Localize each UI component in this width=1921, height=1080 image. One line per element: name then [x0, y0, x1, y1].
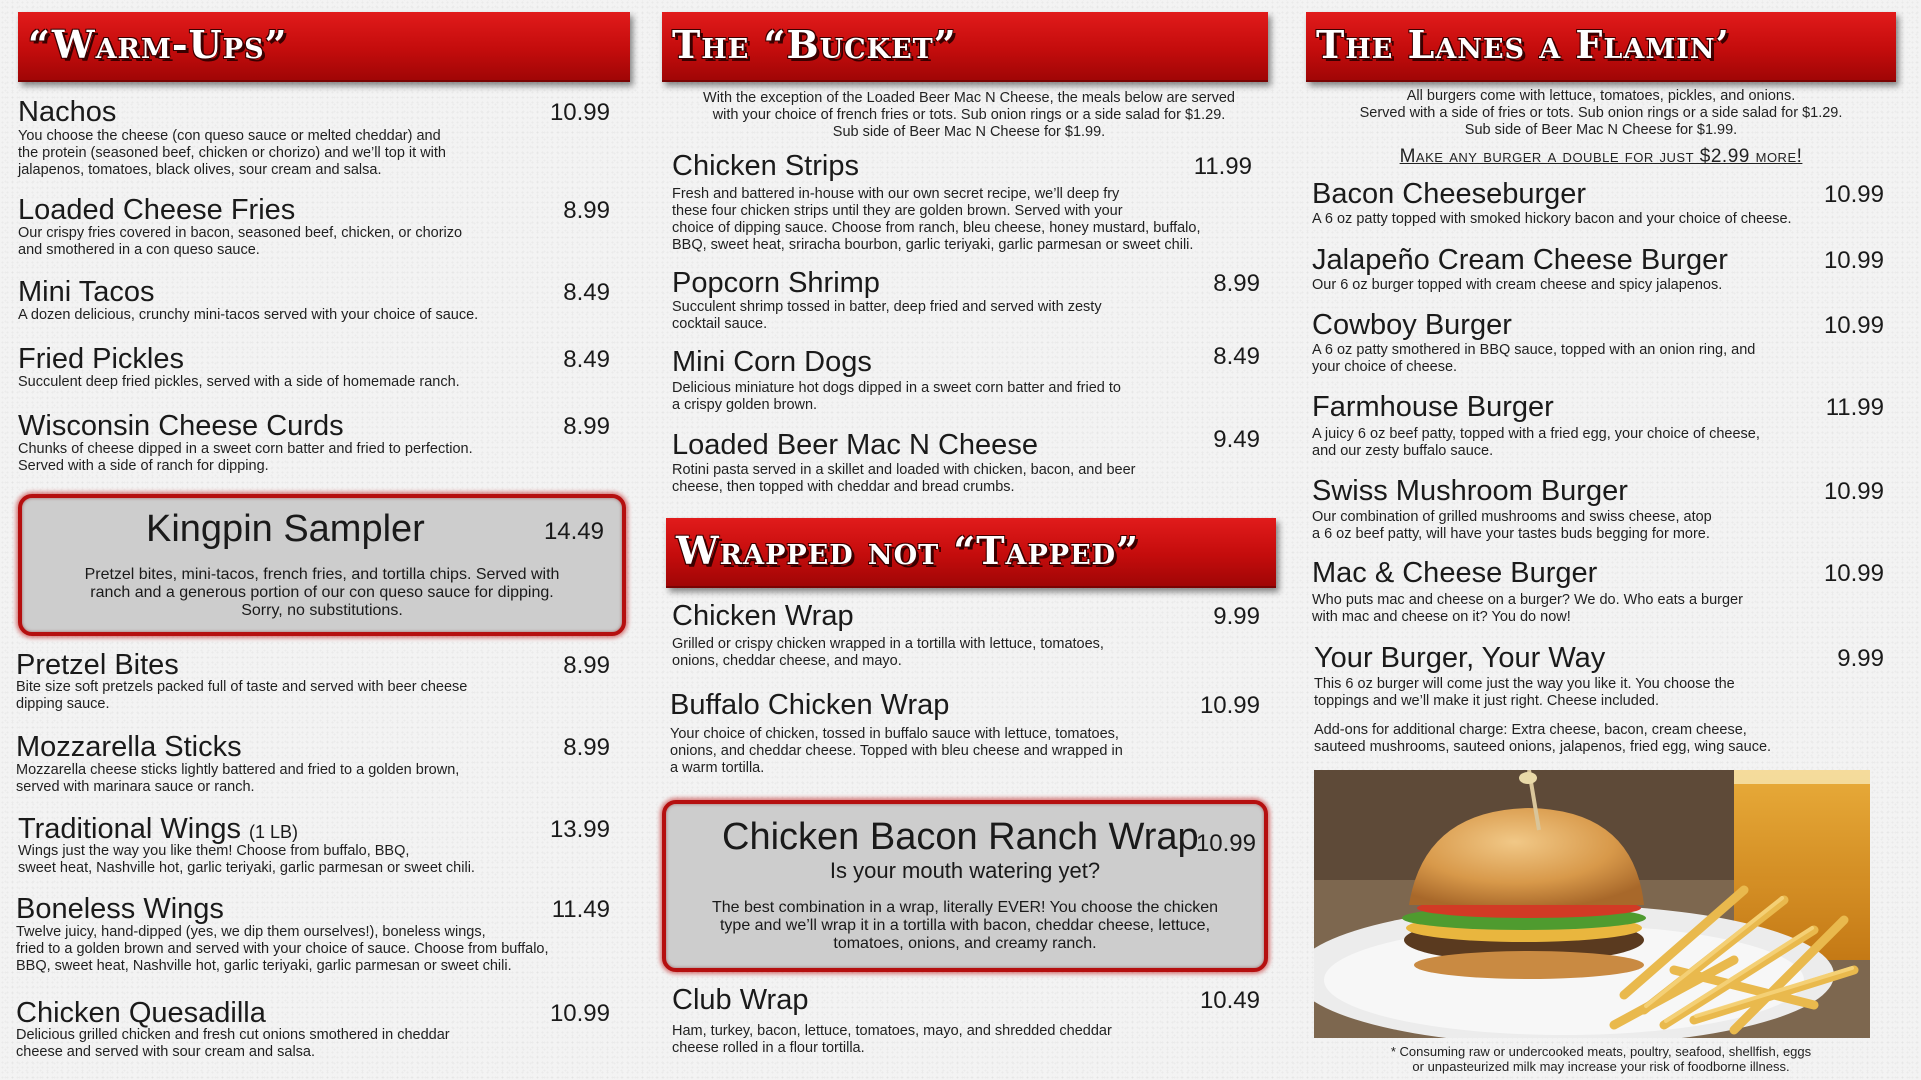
- item-desc: Bite size soft pretzels packed full of taste and served with beer cheese dipping sauce.: [16, 679, 468, 712]
- item-desc: Delicious miniature hot dogs dipped in a sweet corn batter and fried to a crispy golden brown.: [672, 380, 1121, 413]
- item-price: 11.99: [1193, 153, 1252, 180]
- featured-desc: Pretzel bites, mini-tacos, french fries, and tortilla chips. Served with ranch and a generous portion of our con queso sauce for dipping. Sorry, no substitutions.: [84, 566, 560, 619]
- addons-text: Add-ons for additional charge: Extra cheese, bacon, cream cheese, sauteed mushrooms, sauteed onions, jalapenos, fried egg, wing sauce.: [1314, 722, 1772, 755]
- item-name: Nachos: [18, 96, 117, 128]
- item-desc: A 6 oz patty topped with smoked hickory bacon and your choice of cheese.: [1312, 211, 1792, 227]
- lanes-banner: [1306, 12, 1896, 82]
- item-desc: Our 6 oz burger topped with cream cheese and spicy jalapenos.: [1312, 277, 1723, 293]
- item-price: 10.99: [1823, 247, 1884, 274]
- item-name: Loaded Beer Mac N Cheese: [672, 429, 1038, 461]
- item-name: Chicken Strips: [672, 150, 859, 182]
- warmups-banner: [18, 12, 630, 82]
- item-name: Bacon Cheeseburger: [1312, 178, 1587, 210]
- bucket-banner: [662, 12, 1268, 82]
- item-name: Jalapeño Cream Cheese Burger: [1312, 244, 1728, 276]
- item-desc: Succulent deep fried pickles, served with a side of homemade ranch.: [18, 374, 460, 390]
- bucket-intro: With the exception of the Loaded Beer Mac N Cheese, the meals below are served with your choice of french fries or tots. Sub onion rings or a side salad for $1.29. Sub side of Beer Mac N Cheese for $1.99.: [703, 90, 1235, 140]
- featured-name: Kingpin Sampler: [146, 508, 425, 550]
- item-desc: This 6 oz burger will come just the way you like it. You choose the toppings and we’ll make it just right. Cheese included.: [1314, 676, 1735, 709]
- item-desc: Our combination of grilled mushrooms and swiss cheese, atop a 6 oz beef patty, will have your tastes buds begging for more.: [1312, 509, 1712, 542]
- item-desc: A dozen delicious, crunchy mini-tacos served with your choice of sauce.: [18, 307, 479, 323]
- item-price: 8.99: [563, 652, 610, 679]
- burger-photo: [1314, 770, 1870, 1038]
- item-price: 13.99: [549, 816, 610, 843]
- item-name: Mac & Cheese Burger: [1312, 557, 1598, 589]
- item-name: Chicken Quesadilla: [16, 997, 266, 1029]
- burgers-intro: All burgers come with lettuce, tomatoes, pickles, and onions. Served with a side of fries or tots. Sub onion rings or a side salad for $1.29. Sub side of Beer Mac N Cheese for $1.99.: [1359, 88, 1843, 138]
- item-price: 10.99: [1823, 312, 1884, 339]
- featured-kingpin-sampler: [18, 494, 626, 636]
- item-price: 9.99: [1837, 645, 1884, 672]
- item-note: (1 LB): [249, 822, 299, 842]
- bucket-column: [662, 0, 1276, 1080]
- item-name: Mozzarella Sticks: [16, 731, 242, 763]
- item-desc: Wings just the way you like them! Choose from buffalo, BBQ, sweet heat, Nashville hot, garlic teriyaki, garlic parmesan or sweet chili.: [18, 843, 475, 876]
- item-desc: Your choice of chicken, tossed in buffalo sauce with lettuce, tomatoes, onions, and cheddar cheese. Topped with bleu cheese and wrapped in a warm tortilla.: [670, 726, 1123, 776]
- item-price: 10.99: [1199, 692, 1260, 719]
- section-title: “Warm-Ups”: [28, 22, 288, 67]
- item-desc: Ham, turkey, bacon, lettuce, tomatoes, mayo, and shredded cheddar cheese rolled in a flour tortilla.: [672, 1023, 1112, 1056]
- item-name: Cowboy Burger: [1312, 309, 1512, 341]
- item-name: Popcorn Shrimp: [672, 267, 880, 299]
- item-name: Farmhouse Burger: [1312, 391, 1554, 423]
- foodborne-disclaimer: * Consuming raw or undercooked meats, poultry, seafood, shellfish, eggs or unpasteurized milk may increase your risk of foodborne illness.: [1390, 1044, 1812, 1074]
- item-price: 8.49: [563, 346, 610, 373]
- item-desc: Who puts mac and cheese on a burger? We do. Who eats a burger with mac and cheese on it? You do now!: [1312, 592, 1743, 625]
- item-name: Your Burger, Your Way: [1314, 642, 1606, 674]
- item-price: 8.49: [563, 279, 610, 306]
- item-desc: Grilled or crispy chicken wrapped in a tortilla with lettuce, tomatoes, onions, cheddar cheese, and mayo.: [672, 636, 1104, 669]
- featured-price: 14.49: [543, 518, 604, 545]
- item-desc: Succulent shrimp tossed in batter, deep fried and served with zesty cocktail sauce.: [672, 299, 1102, 332]
- item-price: 8.99: [563, 197, 610, 224]
- item-price: 8.99: [563, 413, 610, 440]
- item-price: 10.99: [1823, 181, 1884, 208]
- featured-name: Chicken Bacon Ranch Wrap: [722, 816, 1199, 858]
- item-name: Mini Corn Dogs: [672, 346, 872, 378]
- item-desc: A juicy 6 oz beef patty, topped with a fried egg, your choice of cheese, and our zesty buffalo sauce.: [1312, 426, 1760, 459]
- item-desc: Mozzarella cheese sticks lightly battered and fried to a golden brown, served with marinara sauce or ranch.: [16, 762, 460, 795]
- wrapped-banner: [666, 518, 1276, 588]
- item-name: Chicken Wrap: [672, 600, 854, 632]
- featured-chicken-bacon-ranch-wrap: [662, 800, 1268, 972]
- featured-desc: The best combination in a wrap, literally EVER! You choose the chicken type and we’ll wrap it in a tortilla with bacon, cheddar cheese, lettuce, tomatoes, onions, and creamy ranch.: [711, 899, 1219, 952]
- item-price: 10.49: [1199, 987, 1260, 1014]
- item-name: Loaded Cheese Fries: [18, 194, 296, 226]
- item-price: 11.49: [551, 896, 610, 923]
- item-desc: Chunks of cheese dipped in a sweet corn batter and fried to perfection. Served with a side of ranch for dipping.: [18, 441, 473, 474]
- item-price: 10.99: [1823, 478, 1884, 505]
- item-name-text: Traditional Wings: [18, 813, 241, 845]
- item-name: Fried Pickles: [18, 343, 184, 375]
- warmups-column: [18, 0, 630, 1080]
- item-desc: Rotini pasta served in a skillet and loaded with chicken, bacon, and beer cheese, then topped with cheddar and bread crumbs.: [672, 462, 1136, 495]
- item-desc: You choose the cheese (con queso sauce or melted cheddar) and the protein (seasoned beef, chicken or chorizo) and we’ll top it with jalapenos, tomatoes, black olives, sour cream and salsa.: [18, 128, 446, 178]
- item-name: Buffalo Chicken Wrap: [670, 689, 950, 721]
- section-title: Wrapped not “Tapped”: [676, 528, 1139, 573]
- item-price: 8.49: [1213, 343, 1260, 370]
- item-name: Swiss Mushroom Burger: [1312, 475, 1628, 507]
- item-price: 9.49: [1213, 426, 1260, 453]
- item-price: 8.99: [1213, 270, 1260, 297]
- section-title: The “Bucket”: [672, 22, 957, 67]
- burger-and-fries-image: [1314, 770, 1870, 1038]
- item-desc: Fresh and battered in-house with our own secret recipe, we’ll deep fry these four chicken strips until they are golden brown. Served with your choice of dipping sauce. Choose from ranch, bleu cheese, honey mustard, buffalo, BBQ, sweet heat, sriracha bourbon, garlic teriyaki, garlic parmesan or sweet chili.: [672, 186, 1201, 253]
- item-price: 10.99: [1823, 560, 1884, 587]
- item-price: 10.99: [549, 99, 610, 126]
- burgers-column: [1306, 0, 1896, 1080]
- item-desc: A 6 oz patty smothered in BBQ sauce, topped with an onion ring, and your choice of cheese.: [1312, 342, 1756, 375]
- item-name: Mini Tacos: [18, 276, 155, 308]
- item-price: 9.99: [1213, 603, 1260, 630]
- double-callout: Make any burger a double for just $2.99 more!: [1399, 146, 1803, 167]
- item-desc: Twelve juicy, hand-dipped (yes, we dip them ourselves!), boneless wings, fried to a golden brown and served with your choice of sauce. Choose from buffalo, BBQ, sweet heat, Nashville hot, garlic teriyaki, garlic parmesan or sweet chili.: [16, 924, 549, 974]
- item-desc: Delicious grilled chicken and fresh cut onions smothered in cheddar cheese and served with sour cream and salsa.: [16, 1027, 450, 1060]
- item-name: Boneless Wings: [16, 893, 224, 925]
- item-name: Pretzel Bites: [16, 649, 179, 681]
- section-title: The Lanes a Flamin’: [1316, 22, 1730, 67]
- item-price: 11.99: [1825, 394, 1884, 421]
- item-price: 10.99: [549, 1000, 610, 1027]
- item-name: Club Wrap: [672, 984, 809, 1016]
- item-name: Wisconsin Cheese Curds: [18, 410, 344, 442]
- item-desc: Our crispy fries covered in bacon, seasoned beef, chicken, or chorizo and smothered in a con queso sauce.: [18, 225, 463, 258]
- featured-price: 10.99: [1195, 830, 1256, 857]
- item-price: 8.99: [563, 734, 610, 761]
- featured-subtitle: Is your mouth watering yet?: [829, 858, 1101, 883]
